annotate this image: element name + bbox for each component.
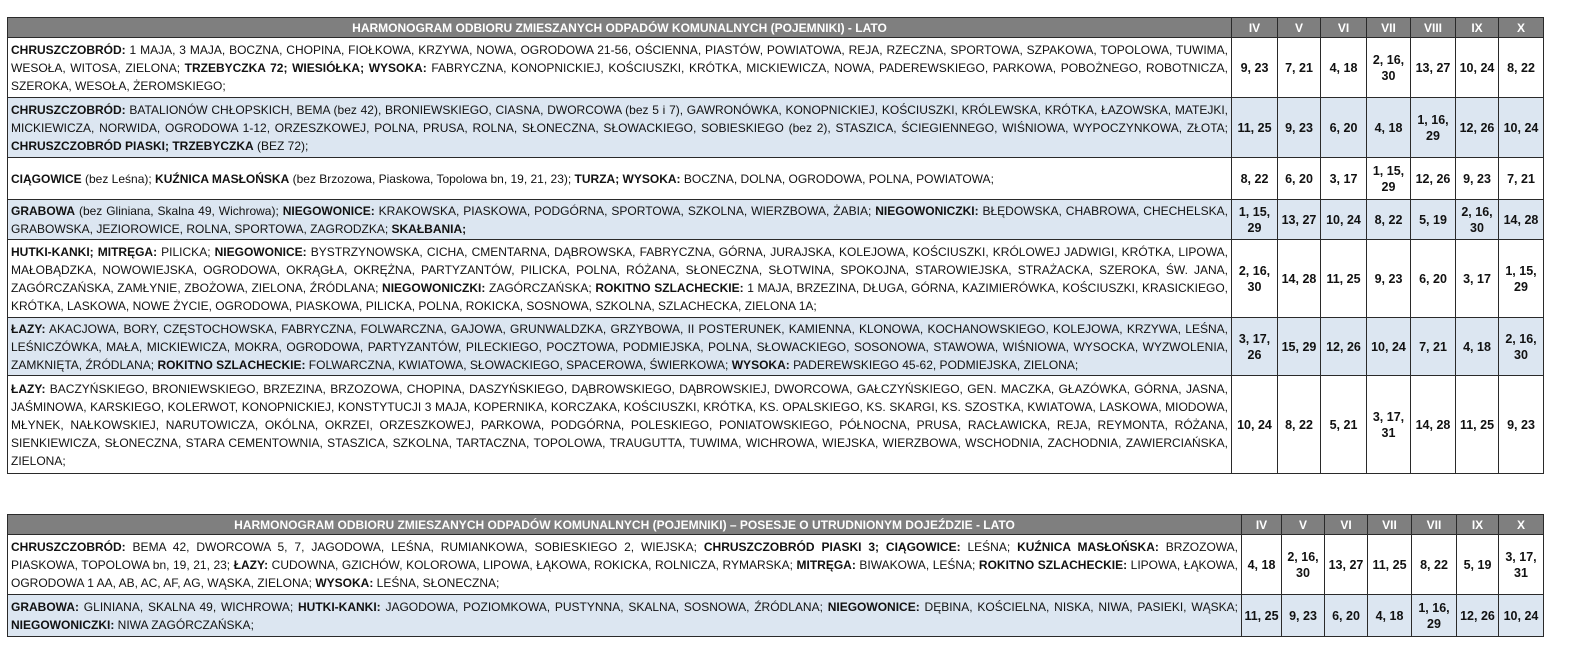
table-title: HARMONOGRAM ODBIORU ZMIESZANYCH ODPADÓW KOMUNALNYCH (POJEMNIKI) – POSESJE O UTRUDNIONYM DOJEŹDZIE - LATO <box>8 515 1242 535</box>
pickup-dates-cell: 13, 27 <box>1411 38 1456 98</box>
month-header: X <box>1499 18 1544 38</box>
locality-name: NIEGOWONICZKI: <box>875 203 979 218</box>
area-streets-cell <box>8 240 1232 318</box>
table-row <box>8 38 1544 98</box>
pickup-dates-cell: 13, 27 <box>1325 535 1368 595</box>
table-row <box>8 318 1544 376</box>
pickup-dates-cell: 9, 23 <box>1278 98 1321 158</box>
locality-name: CIĄGOWICE <box>11 171 82 186</box>
street-list: AKACJOWA, BORY, CZĘSTOCHOWSKA, FABRYCZNA, FOLWARCZNA, GAJOWA, GRUNWALDZKA, GRZYBOWA, II POSTERUNEK, KAMIENNA, KLONOWA, KOCHANOWSKIEGO, KOLEJOWA, KRZYWA, LEŚNA, LEŚNICZÓWKA, MAŁA, MICKIEWICZA, MOKRA, OGRODOWA, PARTYZANTÓW, PILECKIEGO, POCZTOWA, PODMIEJSKA, POLNA, SŁOWACKIEGO, SOSONOWA, STAWOWA, WIŚNIOWA, WYSOCKA, WYZWOLENIA, ZAMKNIĘTA, ŹRÓDLANA; <box>11 321 1228 372</box>
area-streets-cell <box>8 38 1232 98</box>
pickup-dates-cell: 4, 18 <box>1367 98 1411 158</box>
street-list: PADEREWSKIEGO 45-62, PODMIEJSKA, ZIELONA; <box>789 357 1079 372</box>
pickup-dates-cell: 1, 15, 29 <box>1499 240 1544 318</box>
month-header: IV <box>1242 515 1282 535</box>
locality-name: GRABOWA: <box>11 599 79 614</box>
street-list: FABRYCZNA, KONOPNICKIEJ, KOŚCIUSZKI, KRÓTKA, MICKIEWICZA, NOWA, PADEREWSKIEGO, PARKOWA, POBOŻNEGO, ROBOTNICZA, SZEROKA, WESOŁA, ŻEROMSKIEGO; <box>11 60 1229 93</box>
pickup-dates-cell: 3, 17, 31 <box>1499 535 1544 595</box>
locality-name: ROKITNO SZLACHECKIE: <box>595 280 744 295</box>
pickup-dates-cell: 11, 25 <box>1368 535 1412 595</box>
area-streets-cell <box>8 158 1232 200</box>
pickup-dates-cell: 13, 27 <box>1278 200 1321 240</box>
street-list: GLINIANA, SKALNA 49, WICHROWA; <box>79 599 298 614</box>
locality-name: NIEGOWONICZKI: <box>11 617 115 632</box>
pickup-dates-cell: 14, 28 <box>1278 240 1321 318</box>
pickup-dates-cell: 15, 29 <box>1278 318 1321 376</box>
pickup-dates-cell: 4, 18 <box>1242 535 1282 595</box>
pickup-dates-cell: 11, 25 <box>1456 376 1499 474</box>
locality-name: ŁAZY: <box>11 321 46 336</box>
pickup-dates-cell: 5, 19 <box>1411 200 1456 240</box>
street-list: LEŚNA, SŁONECZNA; <box>373 575 500 590</box>
area-streets-cell <box>8 98 1232 158</box>
street-list: FOLWARCZNA, KWIATOWA, SŁOWACKIEGO, SPACEROWA, ŚWIERKOWA; <box>305 357 732 372</box>
locality-name: ROKITNO SZLACHECKIE: <box>978 557 1128 572</box>
pickup-dates-cell: 1, 16, 29 <box>1411 98 1456 158</box>
area-streets-cell <box>8 595 1242 637</box>
month-header: VIII <box>1411 18 1456 38</box>
locality-name: NIEGOWONICE: <box>214 244 307 259</box>
pickup-dates-cell: 2, 16, 30 <box>1499 318 1544 376</box>
pickup-dates-cell: 1, 15, 29 <box>1232 200 1278 240</box>
locality-name: SKAŁBANIA; <box>391 221 467 236</box>
pickup-dates-cell: 12, 26 <box>1457 595 1499 637</box>
month-header: VI <box>1325 515 1368 535</box>
pickup-dates-cell: 3, 17 <box>1456 240 1499 318</box>
month-header: VI <box>1321 18 1367 38</box>
pickup-dates-cell: 3, 17, 31 <box>1367 376 1411 474</box>
area-streets-cell <box>8 535 1242 595</box>
summer-schedule-table <box>7 17 1544 474</box>
pickup-dates-cell: 14, 28 <box>1411 376 1456 474</box>
pickup-dates-cell: 7, 21 <box>1411 318 1456 376</box>
street-list: NIWA ZAGÓRCZAŃSKA; <box>114 617 254 632</box>
locality-name: ROKITNO SZLACHECKIE: <box>157 357 306 372</box>
locality-name: MITRĘGA: <box>796 557 856 572</box>
month-header: V <box>1278 18 1321 38</box>
pickup-dates-cell: 12, 26 <box>1321 318 1367 376</box>
street-list: ZAGÓRCZAŃSKA; <box>485 280 596 295</box>
street-list: CUDOWNA, GZICHÓW, KOLOROWA, LIPOWA, ŁĄKOWA, ROKICKA, ROLNICZA, RYMARSKA; <box>268 557 797 572</box>
pickup-dates-cell: 10, 24 <box>1367 318 1411 376</box>
pickup-dates-cell: 7, 21 <box>1499 158 1544 200</box>
pickup-dates-cell: 2, 16, 30 <box>1232 240 1278 318</box>
street-list: (bez Brzozowa, Piaskowa, Topolowa bn, 19, 21, 23); <box>289 171 575 186</box>
month-header: IX <box>1457 515 1499 535</box>
locality-name: HUTKI-KANKI: <box>298 599 381 614</box>
locality-name: KUŹNICA MASŁOŃSKA: <box>1017 539 1159 554</box>
pickup-dates-cell: 1, 16, 29 <box>1412 595 1457 637</box>
pickup-dates-cell: 2, 16, 30 <box>1282 535 1325 595</box>
table-header-row <box>8 515 1544 535</box>
locality-name: WYSOKA: <box>731 357 790 372</box>
street-list: (bez Leśna); <box>81 171 156 186</box>
month-header: IV <box>1232 18 1278 38</box>
street-list: 1 MAJA, BRZEZINA, DŁUGA, GÓRNA, KAZIMIERÓWKA, KOŚCIUSZKI, KRASICKIEGO, KRÓTKA, LASKOWA, NOWE ŻYCIE, OGRODOWA, PIASKOWA, PILICKA, POLNA, ROKICKA, SOSNOWA, SZKOLNA, SZLACHECKA, ZIELONA 1A; <box>11 280 1228 313</box>
area-streets-cell <box>8 318 1232 376</box>
street-list: (bez Gliniana, Skalna 49, Wichrowa); <box>75 203 283 218</box>
pickup-dates-cell: 9, 23 <box>1367 240 1411 318</box>
locality-name: CHRUSZCZOBRÓD: <box>11 42 126 57</box>
pickup-dates-cell: 9, 23 <box>1456 158 1499 200</box>
pickup-dates-cell: 10, 24 <box>1232 376 1278 474</box>
month-header: V <box>1282 515 1325 535</box>
street-list: (BEZ 72); <box>253 138 309 153</box>
street-list: BRZOZOWA, PIASKOWA, TOPOLOWA bn, 19, 21, 23; <box>11 539 1238 572</box>
table-row <box>8 200 1544 240</box>
pickup-dates-cell: 6, 20 <box>1325 595 1368 637</box>
locality-name: TURZA; WYSOKA: <box>574 171 681 186</box>
pickup-dates-cell: 8, 22 <box>1499 38 1544 98</box>
pickup-dates-cell: 6, 20 <box>1278 158 1321 200</box>
pickup-dates-cell: 12, 26 <box>1456 98 1499 158</box>
table-row <box>8 535 1544 595</box>
table-header-row <box>8 18 1544 38</box>
pickup-dates-cell: 8, 22 <box>1278 376 1321 474</box>
street-list: LEŚNA; <box>960 539 1018 554</box>
pickup-dates-cell: 8, 22 <box>1412 535 1457 595</box>
area-streets-cell <box>8 376 1232 474</box>
pickup-dates-cell: 10, 24 <box>1499 98 1544 158</box>
month-header: VII <box>1367 18 1411 38</box>
street-list: BACZYŃSKIEGO, BRONIEWSKIEGO, BRZEZINA, BRZOZOWA, CHOPINA, DASZYŃSKIEGO, DĄBROWSKIEGO, DĄBROWSKIEJ, DWORCOWA, GAŁCZYŃSKIEGO, GEN. MACZKA, GŁAZÓWKA, GÓRNA, JASNA, JAŚMINOWA, KARSKIEGO, KOLERWOT, KONOPNICKIEJ, KONSTYTUCJI 3 MAJA, KOPERNIKA, KORCZAKA, KOŚCIUSZKI, KRÓTKA, KS. OPALSKIEGO, KS. SKARGI, KS. SZOSTKA, KWIATOWA, LASKOWA, MIODOWA, MŁYNEK, NAŁKOWSKIEJ, NARUTOWICZA, OKÓLNA, OKRZEI, ORZESZKOWEJ, PARKOWA, PODGÓRNA, POLESKIEGO, PONIATOWSKIEGO, PÓŁNOCNA, PRUSA, RACŁAWICKA, REJA, REYMONTA, RÓŻANA, SIENKIEWICZA, SŁONECZNA, STARA CEMENTOWNIA, STASZICA, SZKOLNA, TARTACZNA, TOPOLOWA, TRAUGUTTA, TUWIMA, WICHROWA, WIEJSKA, WIERZBOWA, WSCHODNIA, ZACHODNIA, ZAWIERCIAŃSKA, ZIELONA; <box>11 381 1228 468</box>
pickup-dates-cell: 3, 17 <box>1321 158 1367 200</box>
street-list: BIWAKOWA, LEŚNA; <box>855 557 979 572</box>
locality-name: CHRUSZCZOBRÓD: <box>11 102 126 117</box>
table-title: HARMONOGRAM ODBIORU ZMIESZANYCH ODPADÓW KOMUNALNYCH (POJEMNIKI) - LATO <box>8 18 1232 38</box>
street-list: BOCZNA, DOLNA, OGRODOWA, POLNA, POWIATOWA; <box>680 171 994 186</box>
month-header: X <box>1499 515 1544 535</box>
pickup-dates-cell: 10, 24 <box>1456 38 1499 98</box>
pickup-dates-cell: 5, 19 <box>1457 535 1499 595</box>
street-list: JAGODOWA, POZIOMKOWA, PUSTYNNA, SKALNA, SOSNOWA, ŹRÓDLANA; <box>380 599 828 614</box>
month-header: VII <box>1368 515 1412 535</box>
pickup-dates-cell: 7, 21 <box>1278 38 1321 98</box>
hard-access-schedule-table <box>7 514 1544 637</box>
street-list: LIPOWA, ŁĄKOWA, OGRODOWA 1 AA, AB, AC, AF, AG, WĄSKA, ZIELONA; <box>11 557 1239 590</box>
locality-name: NIEGOWONICE: <box>827 599 920 614</box>
locality-name: ŁAZY: <box>233 557 269 572</box>
locality-name: CHRUSZCZOBRÓD: <box>11 539 126 554</box>
area-streets-cell <box>8 200 1232 240</box>
street-list: DĘBINA, KOŚCIELNA, NISKA, NIWA, PASIEKI, WĄSKA; <box>919 599 1238 614</box>
street-list: BATALIONÓW CHŁOPSKICH, BEMA (bez 42), BRONIEWSKIEGO, CIASNA, DWORCOWA (bez 5 i 7), GAWRONÓWKA, KONOPNICKIEJ, KOŚCIUSZKI, KRÓLEWSKA, KRÓTKA, ŁAZOWSKA, MATEJKI, MICKIEWICZA, NORWIDA, OGRODOWA 1-12, ORZESZKOWEJ, POLNA, PRUSA, ROLNA, SŁONECZNA, SŁOWACKIEGO, SOBIESKIEGO (bez 2), STASZICA, ŚCIEGIENNEGO, WIŚNIOWA, WYPOCZYNKOWA, ZŁOTA; <box>11 102 1228 135</box>
locality-name: CHRUSZCZOBRÓD PIASKI 3; CIĄGOWICE: <box>703 539 961 554</box>
pickup-dates-cell: 11, 25 <box>1242 595 1282 637</box>
table-row <box>8 240 1544 318</box>
street-list: PILICKA; <box>157 244 215 259</box>
pickup-dates-cell: 10, 24 <box>1321 200 1367 240</box>
pickup-dates-cell: 2, 16, 30 <box>1367 38 1411 98</box>
locality-name: NIEGOWONICZKI: <box>382 280 486 295</box>
month-header: IX <box>1456 18 1499 38</box>
locality-name: TRZEBYCZKA 72; WIESIÓŁKA; WYSOKA: <box>184 60 427 75</box>
locality-name: CHRUSZCZOBRÓD PIASKI; TRZEBYCZKA <box>11 138 254 153</box>
street-list: KRAKOWSKA, PIASKOWA, PODGÓRNA, SPORTOWA, SZKOLNA, WIERZBOWA, ŻABIA; <box>374 203 876 218</box>
pickup-dates-cell: 4, 18 <box>1368 595 1412 637</box>
month-header: VII <box>1412 515 1457 535</box>
pickup-dates-cell: 9, 23 <box>1232 38 1278 98</box>
pickup-dates-cell: 9, 23 <box>1282 595 1325 637</box>
pickup-dates-cell: 1, 15, 29 <box>1367 158 1411 200</box>
pickup-dates-cell: 11, 25 <box>1321 240 1367 318</box>
locality-name: NIEGOWONICE: <box>282 203 375 218</box>
pickup-dates-cell: 12, 26 <box>1411 158 1456 200</box>
pickup-dates-cell: 9, 23 <box>1499 376 1544 474</box>
street-list: 1 MAJA, 3 MAJA, BOCZNA, CHOPINA, FIOŁKOWA, KRZYWA, NOWA, OGRODOWA 21-56, OŚCIENNA, PIASTÓW, POWIATOWA, REJA, RZECZNA, SPORTOWA, SZPAKOWA, TOPOLOWA, TUWIMA, WESOŁA, WITOSA, ZIELONA; <box>11 42 1228 75</box>
table-row <box>8 98 1544 158</box>
locality-name: WYSOKA: <box>315 575 374 590</box>
locality-name: HUTKI-KANKI; MITRĘGA: <box>11 244 158 259</box>
pickup-dates-cell: 3, 17, 26 <box>1232 318 1278 376</box>
pickup-dates-cell: 10, 24 <box>1499 595 1544 637</box>
pickup-dates-cell: 14, 28 <box>1499 200 1544 240</box>
table-row <box>8 595 1544 637</box>
street-list: BYSTRZYNOWSKA, CICHA, CMENTARNA, DĄBROWSKA, FABRYCZNA, GÓRNA, JURAJSKA, KOLEJOWA, KOŚCIUSZKI, KRÓLOWEJ JADWIGI, KRÓTKA, LIPOWA, MAŁOBĄDZKA, NOWOWIEJSKA, OGRODOWA, OKRĄGŁA, OKRĘŻNA, PARTYZANTÓW, PILICKA, POLNA, RÓŻANA, SŁONECZNA, SŁOTWINA, SPOKOJNA, STAROWIEJSKA, STRAŻACKA, SZEROKA, ŚW. JANA, ZAGÓRCZAŃSKA, ZAMŁYNIE, ZBOŻOWA, ZIELONA, ŹRÓDLANA; <box>11 244 1228 295</box>
pickup-dates-cell: 11, 25 <box>1232 98 1278 158</box>
pickup-dates-cell: 4, 18 <box>1321 38 1367 98</box>
locality-name: ŁAZY: <box>11 381 46 396</box>
table-row <box>8 158 1544 200</box>
locality-name: GRABOWA <box>11 203 75 218</box>
locality-name: KUŹNICA MASŁOŃSKA <box>155 171 290 186</box>
pickup-dates-cell: 8, 22 <box>1232 158 1278 200</box>
pickup-dates-cell: 6, 20 <box>1321 98 1367 158</box>
pickup-dates-cell: 5, 21 <box>1321 376 1367 474</box>
pickup-dates-cell: 8, 22 <box>1367 200 1411 240</box>
street-list: BEMA 42, DWORCOWA 5, 7, JAGODOWA, LEŚNA, RUMIANKOWA, SOBIESKIEGO 2, WIEJSKA; <box>125 539 704 554</box>
pickup-dates-cell: 6, 20 <box>1411 240 1456 318</box>
pickup-dates-cell: 4, 18 <box>1456 318 1499 376</box>
street-list: BŁĘDOWSKA, CHABROWA, CHECHELSKA, GRABOWSKA, JEZIOROWICE, ROLNA, SPORTOWA, ZAGRODZKA; <box>11 203 1228 236</box>
table-row <box>8 376 1544 474</box>
pickup-dates-cell: 2, 16, 30 <box>1456 200 1499 240</box>
